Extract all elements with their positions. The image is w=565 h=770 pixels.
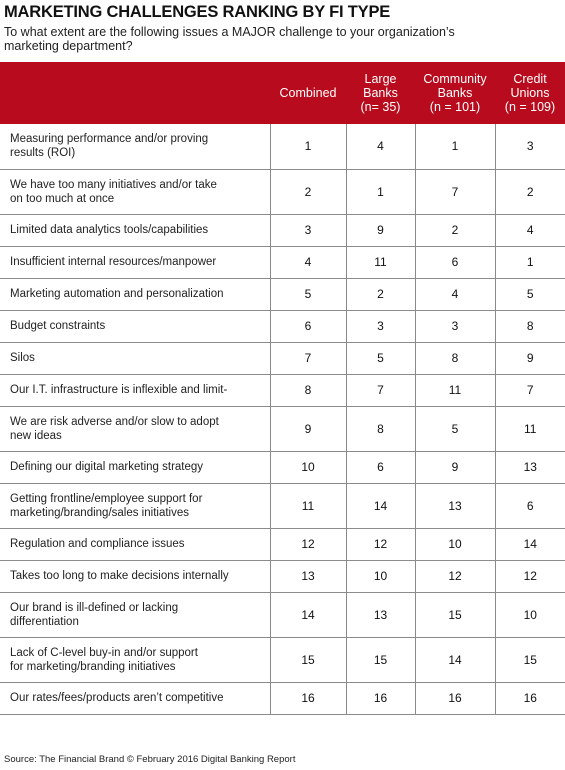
issue-label: results (ROI) — [10, 147, 76, 160]
rank-value: 10 — [495, 592, 565, 637]
issue-cell — [0, 342, 270, 374]
rank-value: 7 — [270, 342, 346, 374]
rank-value: 8 — [415, 342, 495, 374]
rank-value: 12 — [346, 528, 415, 560]
rank-value: 10 — [270, 451, 346, 483]
rank-value: 4 — [495, 214, 565, 246]
table-body — [0, 124, 565, 714]
column-header-line: Banks — [363, 86, 398, 100]
issue-cell — [0, 682, 270, 714]
table-row — [0, 124, 565, 169]
column-header-line: (n = 109) — [504, 100, 556, 114]
issue-cell — [0, 169, 270, 214]
rank-value: 11 — [415, 374, 495, 406]
issue-label: Our brand is ill-defined or lacking — [10, 601, 179, 614]
column-header-line: (n = 101) — [429, 100, 481, 114]
table-row — [0, 278, 565, 310]
rank-value: 6 — [495, 483, 565, 528]
rank-value: 1 — [270, 124, 346, 169]
table-row — [0, 451, 565, 483]
issue-cell — [0, 278, 270, 310]
rank-value: 14 — [346, 483, 415, 528]
rank-value: 3 — [346, 310, 415, 342]
issue-label: for marketing/branding initiatives — [10, 660, 176, 673]
rank-value: 2 — [346, 278, 415, 310]
rank-value: 14 — [270, 592, 346, 637]
rank-value: 16 — [346, 682, 415, 714]
column-header — [270, 62, 346, 124]
table-row — [0, 682, 565, 714]
issue-cell — [0, 528, 270, 560]
source-note: Source: The Financial Brand © February 2016 Digital Banking Report — [4, 754, 296, 765]
table-row — [0, 406, 565, 451]
issue-label: Defining our digital marketing strategy — [10, 461, 204, 473]
issue-label: new ideas — [10, 429, 62, 442]
issue-label: Regulation and compliance issues — [10, 538, 185, 550]
rank-value: 13 — [270, 560, 346, 592]
table-row — [0, 342, 565, 374]
rank-value: 10 — [415, 528, 495, 560]
rank-value: 13 — [495, 451, 565, 483]
table-row — [0, 310, 565, 342]
column-header-line: Large — [364, 72, 397, 86]
rank-value: 4 — [346, 124, 415, 169]
rank-value: 9 — [495, 342, 565, 374]
table-row — [0, 246, 565, 278]
issue-label: Lack of C-level buy-in and/or support — [10, 646, 198, 659]
issue-cell — [0, 592, 270, 637]
issue-cell — [0, 310, 270, 342]
table-row — [0, 483, 565, 528]
issue-label: differentiation — [10, 615, 79, 628]
rank-value: 16 — [270, 682, 346, 714]
table-header-row — [0, 62, 565, 124]
table-row — [0, 169, 565, 214]
rank-value: 1 — [495, 246, 565, 278]
issue-label: Getting frontline/employee support for — [10, 492, 203, 505]
issue-label: We are risk adverse and/or slow to adopt — [10, 415, 219, 428]
table-row — [0, 214, 565, 246]
rank-value: 16 — [495, 682, 565, 714]
column-header-line: Banks — [437, 86, 473, 100]
column-header-line: Combined — [279, 86, 337, 100]
issue-cell — [0, 560, 270, 592]
rank-value: 12 — [270, 528, 346, 560]
issue-label: marketing/branding/sales initiatives — [10, 506, 189, 519]
rank-value: 11 — [346, 246, 415, 278]
rank-value: 15 — [415, 592, 495, 637]
rank-value: 5 — [495, 278, 565, 310]
issue-cell — [0, 124, 270, 169]
rank-value: 12 — [415, 560, 495, 592]
rank-value: 11 — [270, 483, 346, 528]
rank-value: 2 — [495, 169, 565, 214]
rank-value: 5 — [270, 278, 346, 310]
rank-value: 14 — [495, 528, 565, 560]
issue-label: Insufficient internal resources/manpower — [10, 256, 217, 268]
column-header — [495, 62, 565, 124]
chart-subtitle: To what extent are the following issues a MAJOR challenge to your organization’s marketing department? — [4, 25, 455, 53]
rank-value: 15 — [270, 637, 346, 682]
issue-label: Our I.T. infrastructure is inflexible and limit- — [10, 384, 228, 396]
rank-value: 15 — [495, 637, 565, 682]
rank-value: 13 — [415, 483, 495, 528]
rank-value: 1 — [415, 124, 495, 169]
issue-label: Limited data analytics tools/capabilities — [10, 224, 209, 236]
ranking-table — [0, 62, 565, 715]
rank-value: 15 — [346, 637, 415, 682]
table-row — [0, 637, 565, 682]
rank-value: 8 — [346, 406, 415, 451]
rank-value: 7 — [415, 169, 495, 214]
rank-value: 16 — [415, 682, 495, 714]
issue-cell — [0, 637, 270, 682]
issue-label: Silos — [10, 352, 35, 364]
rank-value: 9 — [270, 406, 346, 451]
chart-title: MARKETING CHALLENGES RANKING BY FI TYPE — [4, 3, 391, 21]
column-header — [346, 62, 415, 124]
rank-value: 9 — [415, 451, 495, 483]
rank-value: 6 — [270, 310, 346, 342]
issue-cell — [0, 406, 270, 451]
rank-value: 9 — [346, 214, 415, 246]
issue-label: Measuring performance and/or proving — [10, 133, 209, 146]
table-row — [0, 374, 565, 406]
rank-value: 4 — [415, 278, 495, 310]
table-row — [0, 592, 565, 637]
rank-value: 12 — [495, 560, 565, 592]
rank-value: 6 — [415, 246, 495, 278]
table-row — [0, 528, 565, 560]
rank-value: 8 — [495, 310, 565, 342]
rank-value: 3 — [415, 310, 495, 342]
issue-cell — [0, 214, 270, 246]
ranking-table-container — [0, 62, 565, 715]
issue-cell — [0, 374, 270, 406]
rank-value: 2 — [415, 214, 495, 246]
issue-cell — [0, 246, 270, 278]
rank-value: 7 — [346, 374, 415, 406]
rank-value: 13 — [346, 592, 415, 637]
issue-label: Takes too long to make decisions internally — [10, 570, 229, 582]
table-row — [0, 560, 565, 592]
header-cell-issue — [0, 62, 270, 124]
rank-value: 7 — [495, 374, 565, 406]
rank-value: 5 — [415, 406, 495, 451]
rank-value: 1 — [346, 169, 415, 214]
rank-value: 5 — [346, 342, 415, 374]
issue-label: Marketing automation and personalization — [10, 288, 224, 300]
column-header-line: Unions — [510, 86, 550, 100]
column-header-line: Community — [423, 72, 487, 86]
column-header-line: Credit — [513, 72, 547, 86]
issue-cell — [0, 483, 270, 528]
rank-value: 3 — [270, 214, 346, 246]
rank-value: 6 — [346, 451, 415, 483]
issue-label: We have too many initiatives and/or take — [10, 178, 217, 191]
rank-value: 8 — [270, 374, 346, 406]
issue-label: Our rates/fees/products aren’t competitive — [10, 692, 224, 704]
issue-cell — [0, 451, 270, 483]
column-header — [415, 62, 495, 124]
column-header-line: (n= 35) — [360, 100, 401, 114]
rank-value: 3 — [495, 124, 565, 169]
rank-value: 10 — [346, 560, 415, 592]
rank-value: 14 — [415, 637, 495, 682]
rank-value: 2 — [270, 169, 346, 214]
rank-value: 4 — [270, 246, 346, 278]
rank-value: 11 — [495, 406, 565, 451]
issue-label: Budget constraints — [10, 320, 106, 332]
issue-label: on too much at once — [10, 192, 115, 205]
